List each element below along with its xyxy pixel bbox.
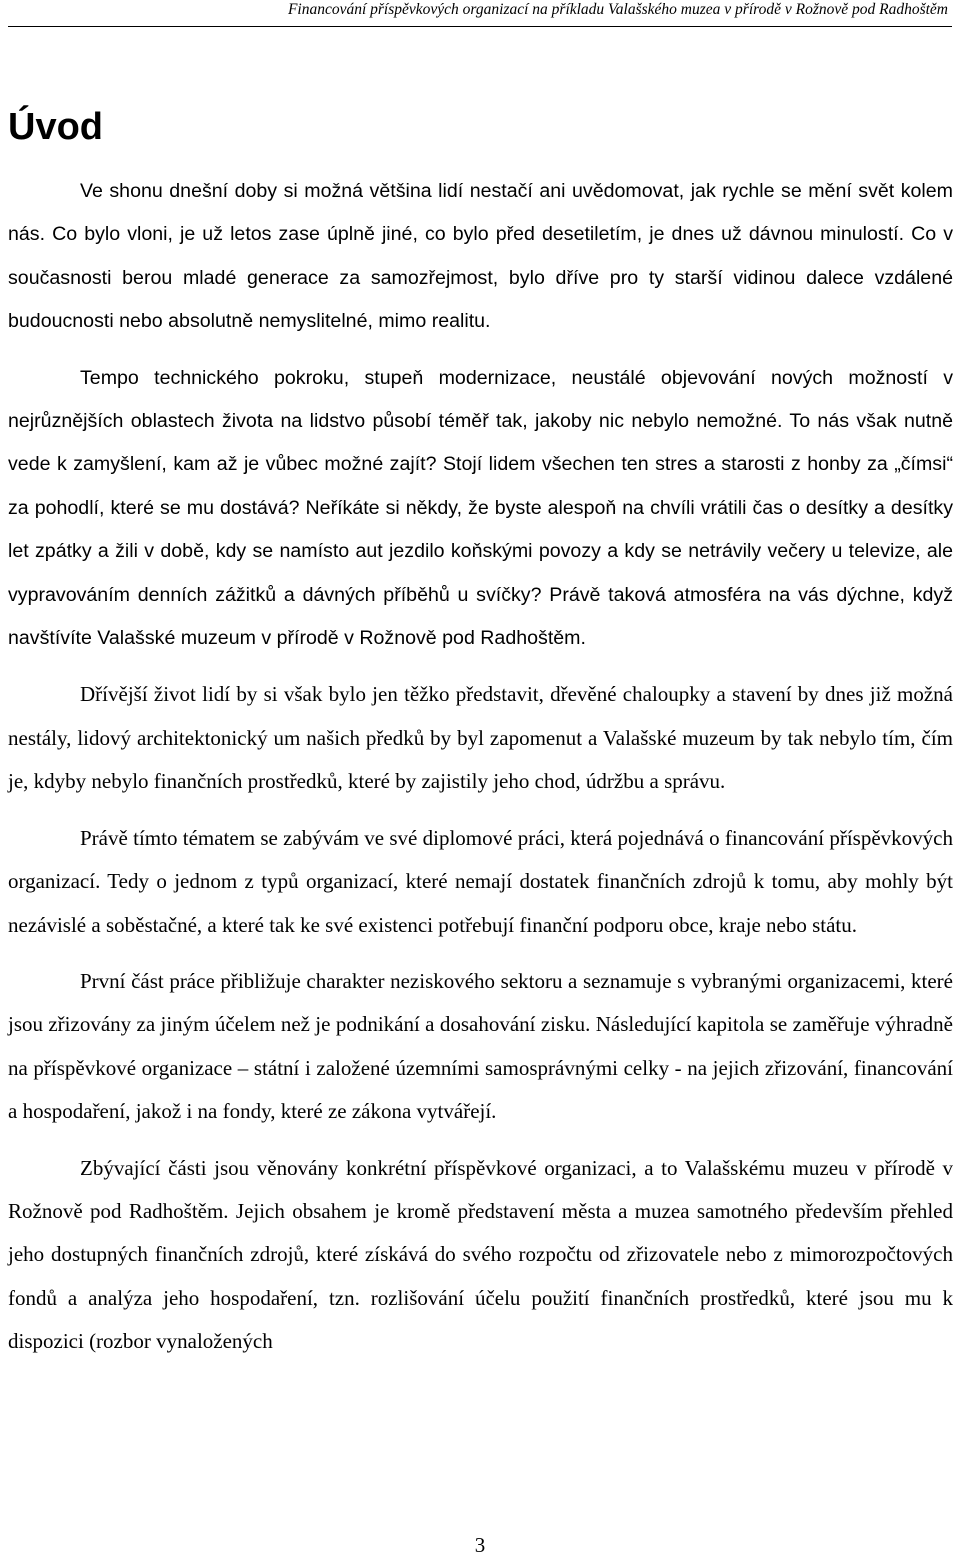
paragraph-past-life: Dřívější život lidí by si však bylo jen těžko představit, dřevěné chaloupky a stavení by dnes již možná nestály, lidový architektonický um našich předků by byl zapomenut a Valašské muzeum by tak nebylo tím, čím je, kdyby nebylo finančních prostředků, které by zajistily jeho chod, údržbu a správu. [8,682,953,794]
paragraph-thesis-topic: Právě tímto tématem se zabývám ve své diplomové práci, která pojednává o financování příspěvkových organizací. Tedy o jednom z typů organizací, které nemají dostatek finančních zdrojů k tomu, aby mohly být nezávislé a soběstačné, a které tak ke své existenci potřebují finanční podporu obce, kraje nebo státu. [8,825,953,937]
header-divider [8,26,952,27]
paragraph-progress: Tempo technického pokroku, stupeň modernizace, neustálé objevování nových možností v nejrůznějších oblastech života na lidstvo působí téměř tak, jakoby nic nebylo nemožné. To nás však nutně vede k zamyšlení, kam až je vůbec možné zajít? Stojí lidem všechen ten stres a starosti z honby za „čímsi“ za pohodlí, které se mu dostává? Neříkáte si někdy, že byste alespoň na chvíli vrátili čas o desítky a desítky let zpátky a žili v době, kdy se namísto aut jezdilo koňskými povozy a kdy se netrávily večery u televize, ale vypravováním denních zážitků a dávných příběhů u svíčky? Právě taková atmosféra na vás dýchne, když navštívíte Valašské muzeum v přírodě v Rožnově pod Radhoštěm. [8,366,953,650]
page-number: 3 [474,1533,486,1557]
body-text [8,170,953,1377]
paragraph-intro: Ve shonu dnešní doby si možná většina lidí nestačí ani uvědomovat, jak rychle se mění svět kolem nás. Co bylo vloni, je už letos zase úplně jiné, co bylo před desetiletím, je dnes už dávnou minulostí. Co v současnosti berou mladé generace za samozřejmost, bylo dříve pro ty starší vidinou dalece vzdálené budoucnosti nebo absolutně nemyslitelné, mimo realitu. [8,180,953,333]
running-header: Financování příspěvkových organizací na příkladu Valašského muzea v přírodě v Rožnově pod Radhoštěm [287,1,948,18]
paragraph-remaining-parts: Zbývající části jsou věnovány konkrétní příspěvkové organizaci, a to Valašskému muzeu v přírodě v Rožnově pod Radhoštěm. Jejich obsahem je kromě představení města a muzea samotného především přehled jeho dostupných finančních zdrojů, které získává do svého rozpočtu od zřizovatele nebo z mimorozpočtových fondů a analýza jeho hospodaření, tzn. rozlišování účelu použití finančních prostředků, které jsou mu k dispozici (rozbor vynaložených [8,1155,953,1354]
paragraph-first-part: První část práce přibližuje charakter neziskového sektoru a seznamuje s vybranými organizacemi, které jsou zřizovány za jiným účelem než je podnikání a dosahování zisku. Následující kapitola se zaměřuje výhradně na příspěvkové organizace – státní i založené územními samosprávnými celky - na jejich zřizování, financování a hospodaření, jakož i na fondy, které ze zákona vytvářejí. [8,968,953,1124]
chapter-title: Úvod [8,106,103,148]
